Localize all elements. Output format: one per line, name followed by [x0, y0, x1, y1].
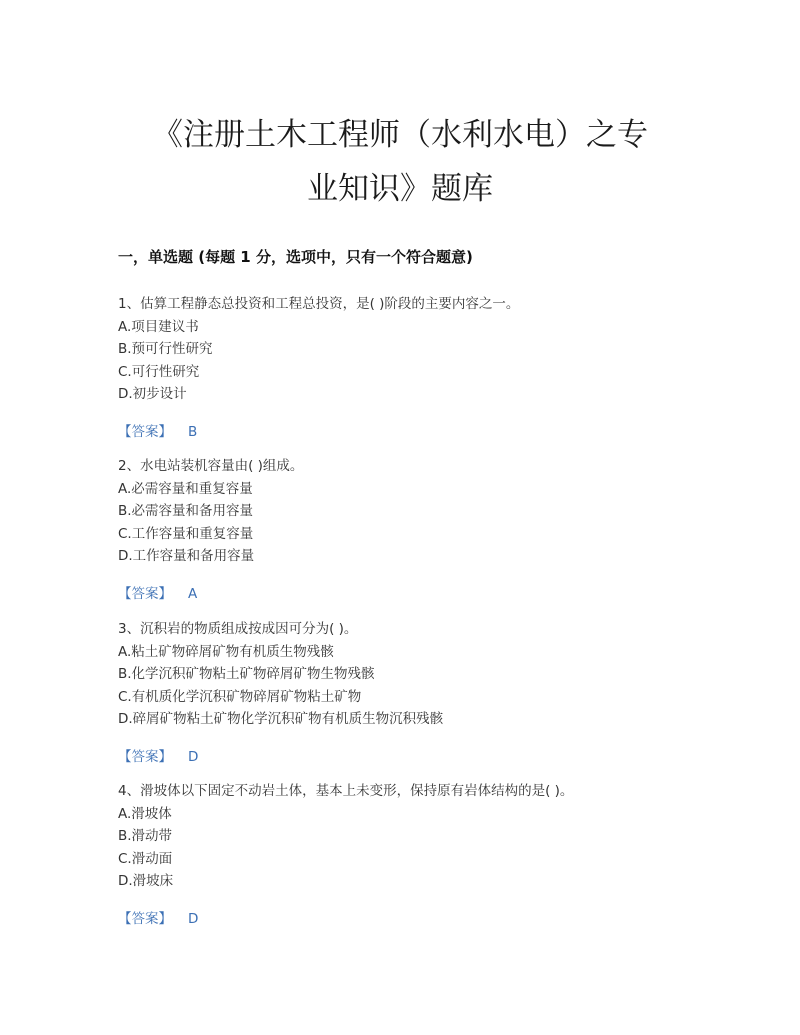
option-b: B.必需容量和备用容量: [118, 503, 254, 519]
question-stem: 3、沉积岩的物质组成按成因可分为( )。: [118, 621, 358, 637]
option-c: C.工作容量和重复容量: [118, 525, 254, 542]
option-b: B.化学沉积矿物粘土矿物碎屑矿物生物残骸: [118, 666, 375, 682]
question-stem: 4、滑坡体以下固定不动岩土体，基本上未变形，保持原有岩体结构的是( )。: [118, 783, 574, 799]
option-b: B.预可行性研究: [118, 341, 213, 357]
answer-label: 【答案】: [118, 585, 172, 602]
answer-line: [118, 421, 519, 443]
option-d: D.工作容量和备用容量: [118, 548, 255, 564]
question-stem: 1、估算工程静态总投资和工程总投资，是( )阶段的主要内容之一。: [118, 296, 520, 312]
option-a: A.滑坡体: [118, 805, 172, 822]
title-line-2: 业知识》题库: [307, 171, 493, 207]
answer-label: 【答案】: [118, 910, 172, 927]
answer-line: [118, 908, 573, 930]
question-3: [118, 618, 443, 768]
option-b: B.滑动带: [118, 828, 173, 844]
answer-line: [118, 583, 303, 605]
option-a: A.项目建议书: [118, 318, 199, 335]
answer-value: B: [188, 423, 198, 440]
question-2: [118, 455, 303, 605]
title-line-1: 《注册土木工程师（水利水电）之专: [152, 117, 648, 153]
option-c: C.可行性研究: [118, 363, 200, 380]
answer-value: A: [188, 585, 198, 602]
option-d: D.滑坡床: [118, 873, 174, 889]
option-a: A.粘土矿物碎屑矿物有机质生物残骸: [118, 643, 334, 660]
answer-label: 【答案】: [118, 748, 172, 765]
option-d: D.初步设计: [118, 386, 187, 402]
answer-line: [118, 746, 443, 768]
question-1: [118, 293, 519, 443]
document-title: [60, 108, 740, 216]
answer-value: D: [188, 910, 199, 927]
question-4: [118, 780, 573, 930]
answer-value: D: [188, 748, 199, 765]
option-c: C.滑动面: [118, 850, 173, 867]
answer-label: 【答案】: [118, 423, 172, 440]
section-heading: 一，单选题 (每题 1 分，选项中，只有一个符合题意): [118, 248, 473, 266]
option-d: D.碎屑矿物粘土矿物化学沉积矿物有机质生物沉积残骸: [118, 711, 444, 727]
question-stem: 2、水电站装机容量由( )组成。: [118, 458, 304, 474]
option-c: C.有机质化学沉积矿物碎屑矿物粘土矿物: [118, 688, 362, 705]
option-a: A.必需容量和重复容量: [118, 480, 253, 497]
